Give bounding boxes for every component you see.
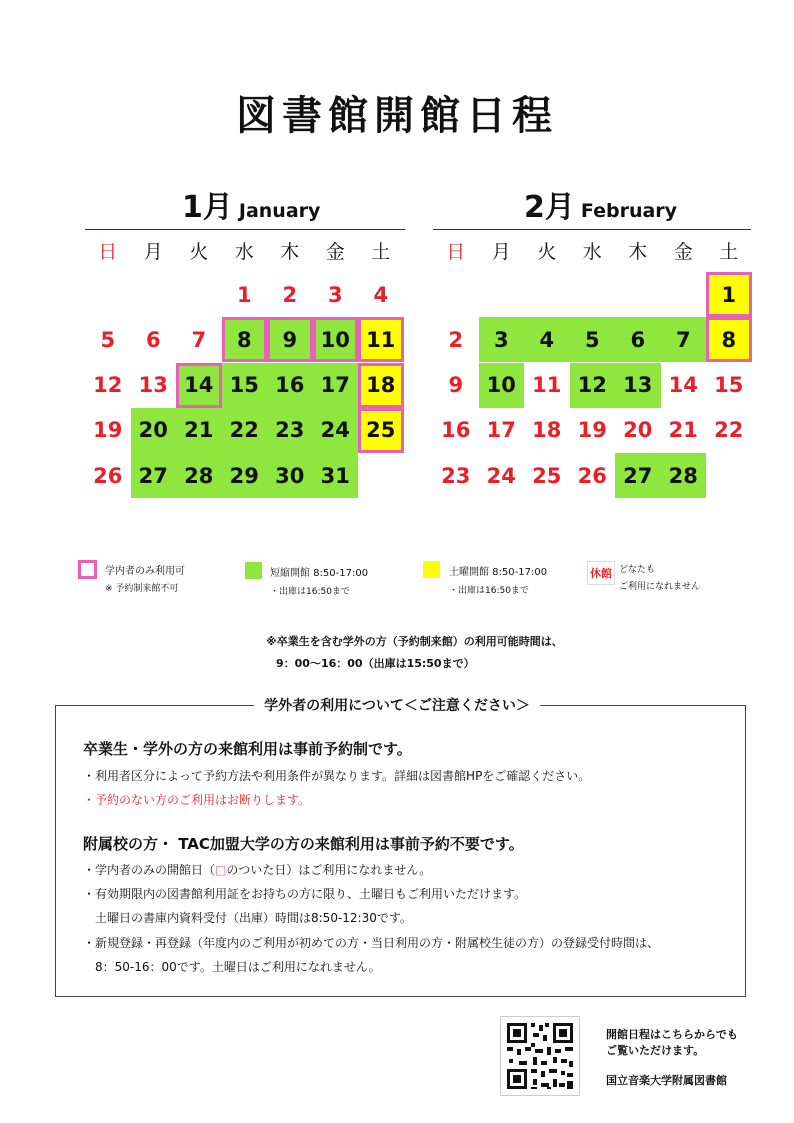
calendar-day: 11 (358, 317, 404, 362)
weekday-header: 日 (98, 241, 118, 263)
legend-closed-line1: どなたも (619, 565, 656, 575)
calendar-day: 6 (615, 317, 661, 362)
weekday-header: 水 (582, 241, 602, 263)
calendar-day: 14 (668, 373, 698, 398)
month-heading-feb (524, 182, 677, 226)
calendar-day: 1 (706, 272, 752, 317)
legend-yellow-label: 土曜開館 8:50-17:00 (449, 567, 548, 578)
calendar-day: 12 (93, 373, 123, 398)
weekday-header: 水 (234, 241, 254, 263)
calendar-day: 5 (100, 327, 116, 352)
legend-pink-note: ※ 予約制来館不可 (105, 584, 179, 594)
calendar-day: 4 (373, 282, 389, 307)
weekday-header: 土 (719, 241, 739, 263)
calendar-day: 24 (313, 408, 359, 453)
calendar-day: 8 (706, 317, 752, 362)
footer-library-name: 国立音楽大学附属図書館 (606, 1074, 727, 1087)
legend-green-label: 短縮開館 8:50-17:00 (270, 568, 369, 579)
calendar-day: 18 (532, 418, 562, 443)
calendar-day: 16 (267, 363, 313, 408)
calendar-day: 15 (222, 363, 268, 408)
calendar-day: 30 (267, 453, 313, 498)
calendar-day: 17 (313, 363, 359, 408)
calendar-day: 9 (267, 317, 313, 362)
legend-yellow-note: ・出庫は16:50まで (449, 586, 529, 596)
visitor-hours-note: ※卒業生を含む学外の方（予約制来館）の利用可能時間は、 (266, 635, 563, 648)
calendar-day: 6 (145, 327, 161, 352)
calendar-day: 22 (222, 408, 268, 453)
notice-line-warning: ・予約のない方のご利用はお断りします。 (83, 793, 311, 807)
notice-heading-1: 卒業生・学外の方の来館利用は事前予約制です。 (83, 740, 412, 758)
legend-yellow-swatch (423, 561, 440, 578)
calendar-day: 19 (577, 418, 607, 443)
calendar-day: 26 (577, 463, 607, 488)
month-english: February (580, 200, 678, 222)
weekday-header: 日 (446, 241, 466, 263)
calendar-day: 21 (176, 408, 222, 453)
calendar-day: 28 (176, 453, 222, 498)
legend-pink-swatch (78, 560, 97, 579)
legend-closed-line2: ご利用になれません (619, 582, 701, 592)
calendar-day: 11 (532, 373, 562, 398)
calendar-day: 20 (131, 408, 177, 453)
calendar-day: 31 (313, 453, 359, 498)
calendar-day: 5 (570, 317, 616, 362)
notice-line: 土曜日の書庫内資料受付（出庫）時間は8:50-12:30です。 (95, 911, 412, 925)
calendar-day: 7 (191, 327, 207, 352)
legend-green-note: ・出庫は16:50まで (270, 587, 350, 597)
calendar-day: 12 (570, 363, 616, 408)
calendar-day: 25 (358, 408, 404, 453)
calendar-day: 10 (313, 317, 359, 362)
page-title: 図書館開館日程 (236, 93, 558, 139)
notice-box-title: 学外者の利用について＜ご注意ください＞ (0, 695, 794, 715)
weekday-header: 火 (189, 241, 209, 263)
calendar-day: 1 (236, 282, 252, 307)
weekday-header: 土 (371, 241, 391, 263)
footer-line2: ご覧いただけます。 (606, 1044, 705, 1057)
calendar-day: 14 (176, 363, 222, 408)
legend-closed-tag: 休館 (587, 561, 615, 585)
notice-line: ・新規登録・再登録（年度内のご利用が初めての方・当日利用の方・附属校生徒の方）の登録受付時間は、 (83, 936, 660, 950)
footer-line1: 開館日程はこちらからでも (606, 1028, 738, 1041)
calendar-day: 20 (623, 418, 653, 443)
calendar-day: 13 (138, 373, 168, 398)
calendar-day: 2 (448, 327, 464, 352)
month-english: January (238, 200, 321, 222)
notice-line: 8：50-16：00です。土曜日はご利用になれません。 (95, 960, 381, 974)
legend-green-swatch (245, 562, 262, 579)
calendar-day: 9 (448, 373, 464, 398)
calendar-day: 25 (532, 463, 562, 488)
weekday-header: 月 (143, 241, 163, 263)
calendar-day: 7 (661, 317, 707, 362)
calendar-day: 17 (486, 418, 516, 443)
qr-code[interactable] (500, 1016, 580, 1096)
calendar-day: 27 (131, 453, 177, 498)
calendar-day: 3 (479, 317, 525, 362)
pink-mark: □ (215, 863, 227, 877)
weekday-header: 木 (280, 241, 300, 263)
calendar-day: 27 (615, 453, 661, 498)
calendar-day: 28 (661, 453, 707, 498)
weekday-header: 火 (537, 241, 557, 263)
calendar-day: 13 (615, 363, 661, 408)
weekday-header: 金 (673, 241, 693, 263)
calendar-day: 22 (714, 418, 744, 443)
weekday-header: 月 (491, 241, 511, 263)
calendar-day: 23 (267, 408, 313, 453)
calendar-day: 3 (327, 282, 343, 307)
notice-line: ・有効期限内の図書館利用証をお持ちの方に限り、土曜日もご利用いただけます。 (83, 887, 527, 901)
calendar-day: 21 (668, 418, 698, 443)
notice-heading-2: 附属校の方・ TAC加盟大学の方の来館利用は事前予約不要です。 (83, 835, 524, 853)
calendar-day: 4 (524, 317, 570, 362)
month-number: 1月 (182, 190, 233, 225)
calendar-day: 24 (486, 463, 516, 488)
calendar-day: 16 (441, 418, 471, 443)
calendar-day: 10 (479, 363, 525, 408)
notice-line: ・利用者区分によって予約方法や利用条件が異なります。詳細は図書館HPをご確認ください。 (83, 769, 591, 783)
month-number: 2月 (524, 190, 575, 225)
calendar-day: 19 (93, 418, 123, 443)
calendar-day: 2 (282, 282, 298, 307)
calendar-day: 15 (714, 373, 744, 398)
weekday-header: 金 (325, 241, 345, 263)
calendar-day: 23 (441, 463, 471, 488)
legend-pink-label: 学内者のみ利用可 (105, 566, 185, 577)
calendar-day: 29 (222, 453, 268, 498)
month-heading-jan (182, 182, 320, 226)
calendar-day: 18 (358, 363, 404, 408)
visitor-hours-time: 9：00〜16：00（出庫は15:50まで） (276, 657, 475, 670)
calendar-day: 26 (93, 463, 123, 488)
calendar-day: 8 (222, 317, 268, 362)
weekday-header: 木 (628, 241, 648, 263)
notice-line: ・学内者のみの開館日（□のついた日）はご利用になれません。 (83, 863, 432, 877)
